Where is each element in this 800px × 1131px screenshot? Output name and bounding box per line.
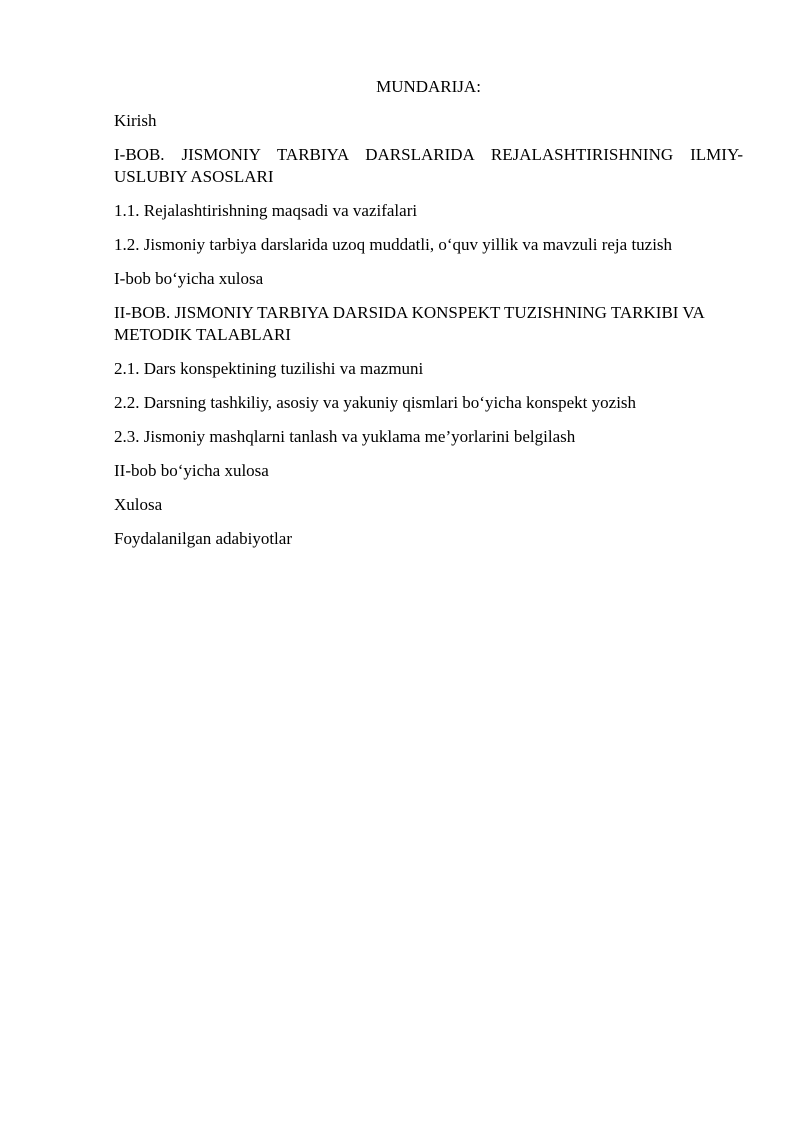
toc-item-chapter-1: I-BOB. JISMONIY TARBIYA DARSLARIDA REJALASHTIRISHNING ILMIY-USLUBIY ASOSLARI: [114, 145, 743, 186]
toc-item-section-2-1: 2.1. Dars konspektining tuzilishi va mazmuni: [114, 359, 424, 378]
toc-item-section-2-2: 2.2. Darsning tashkiliy, asosiy va yakuniy qismlari bo‘yicha konspekt yozish: [114, 393, 637, 412]
toc-item-introduction: Kirish: [114, 111, 157, 130]
table-of-contents: [114, 76, 743, 562]
toc-title: MUNDARIJA:: [376, 77, 481, 96]
toc-item-chapter-2: II-BOB. JISMONIY TARBIYA DARSIDA KONSPEKT TUZISHNING TARKIBI VA METODIK TALABLARI: [114, 303, 704, 344]
toc-item-references: Foydalanilgan adabiyotlar: [114, 529, 292, 548]
toc-item-conclusion: Xulosa: [114, 495, 163, 514]
toc-item-chapter-1-conclusion: I-bob bo‘yicha xulosa: [114, 269, 264, 288]
toc-list: [114, 110, 743, 550]
toc-item-chapter-2-conclusion: II-bob bo‘yicha xulosa: [114, 461, 269, 480]
toc-item-section-1-2: 1.2. Jismoniy tarbiya darslarida uzoq muddatli, o‘quv yillik va mavzuli reja tuzish: [114, 235, 673, 254]
toc-item-section-1-1: 1.1. Rejalashtirishning maqsadi va vazifalari: [114, 201, 418, 220]
toc-item-section-2-3: 2.3. Jismoniy mashqlarni tanlash va yuklama me’yorlarini belgilash: [114, 427, 576, 446]
